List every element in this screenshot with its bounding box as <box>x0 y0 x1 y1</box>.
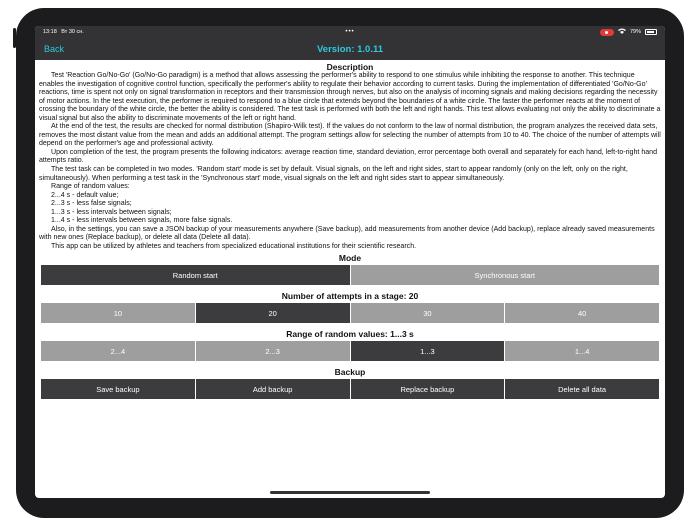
attempts-option-30[interactable]: 30 <box>351 303 505 323</box>
range-option-2-3[interactable]: 2...3 <box>196 341 350 361</box>
screen-record-icon <box>600 29 614 36</box>
desc-paragraph: Test 'Reaction Go/No-Go' (Go/No-Go paradigm) is a method that allows assessing the performer's ability to respond to one stimulus while inhibiting the response to another. This technique enables the investigation of cognitive control function, specifically the performer's ability to regulate their behavior according to current tasks. During the implementation of differentiated 'Go/No-Go' reactions, time is spent not only on signal transformation in receptors and their transmission through nerves, but also on the analysis of incoming signals and making decisions regarding the necessity of motor actions. In the test execution, the performer is required to respond to a blue circle that extends beyond the boundaries of a white circle. The faster the performer reacts at the moment of crossing the boundary of the white circle, the better the ability is considered. The test task is performed with both the left and right hands. This test allows evaluating not only the ability to discriminate a visual signal but also the ability to discriminate movements of the left or right hand. <box>39 72 661 122</box>
mode-selector <box>41 265 659 285</box>
mode-random-start[interactable]: Random start <box>41 265 350 285</box>
backup-actions <box>41 379 659 399</box>
desc-paragraph: At the end of the test, the results are checked for normal distribution (Shapiro-Wilk test). If the values do not conform to the law of normal distribution, the program analyzes the received data sets, removes the most distant value from the mean and adds an additional attempt. The program settings allow for selecting the number of attempts from 10 to 40. The choice of the number of attempts will depend on the performer's age and professional activity. <box>39 123 661 148</box>
page-title: Version: 1.0.11 <box>316 43 384 55</box>
attempts-option-40[interactable]: 40 <box>505 303 659 323</box>
app-screen <box>35 26 665 498</box>
back-button[interactable]: Back <box>44 44 65 54</box>
battery-icon <box>645 29 657 35</box>
attempts-option-20[interactable]: 20 <box>196 303 350 323</box>
mode-heading: Mode <box>338 253 362 264</box>
desc-paragraph: This app can be utilized by athletes and teachers from specialized educational institutions for their scientific research. <box>51 242 417 250</box>
range-option-1-4[interactable]: 1...4 <box>505 341 659 361</box>
desc-paragraph: 2...3 s - less false signals; <box>51 200 132 208</box>
attempts-selector <box>41 303 659 323</box>
range-option-1-3[interactable]: 1...3 <box>351 341 505 361</box>
status-bar <box>35 26 665 38</box>
range-selector <box>41 341 659 361</box>
desc-paragraph: Upon completion of the test, the program presents the following indicators: average reaction time, standard deviation, error percentage both overall and separately for each hand, left-to-right hand attempts ratio. <box>39 148 657 165</box>
range-option-2-4[interactable]: 2...4 <box>41 341 195 361</box>
multitask-dots[interactable]: ••• <box>345 29 355 35</box>
range-heading: Range of random values: 1...3 s <box>286 329 414 340</box>
desc-paragraph: 2...4 s - default value; <box>51 191 119 199</box>
desc-paragraph: Also, in the settings, you can save a JSON backup of your measurements anywhere (Save backup), add measurements from another device (Add backup), replace already saved measurements with new ones (Replace backup), or delete all data (Delete all data). <box>39 225 655 242</box>
description-text <box>39 72 661 251</box>
nav-bar <box>35 38 665 60</box>
status-date: Вт 30 сн. <box>61 29 84 35</box>
desc-paragraph: 1...4 s - less intervals between signals, more false signals. <box>51 217 233 225</box>
settings-content <box>35 62 665 399</box>
desc-paragraph: Range of random values: <box>51 183 130 191</box>
description-heading: Description <box>326 62 374 72</box>
save-backup-button[interactable]: Save backup <box>41 379 195 399</box>
mode-synchronous-start[interactable]: Synchronous start <box>351 265 660 285</box>
replace-backup-button[interactable]: Replace backup <box>351 379 505 399</box>
desc-paragraph: The test task can be completed in two modes. 'Random start' mode is set by default. Visual signals, on the left and right sides, start to appear randomly (only on the left, only on the right, simultaneously). When performing a test task in the 'Synchronous start' mode, visual signals on the left and right sides start to appear simultaneously. <box>39 166 628 182</box>
attempts-option-10[interactable]: 10 <box>41 303 195 323</box>
battery-percent: 79% <box>629 29 641 35</box>
delete-all-data-button[interactable]: Delete all data <box>505 379 659 399</box>
add-backup-button[interactable]: Add backup <box>196 379 350 399</box>
desc-paragraph: 1...3 s - less intervals between signals; <box>51 208 172 216</box>
side-button <box>13 28 16 48</box>
status-time: 13:18 <box>43 29 57 35</box>
wifi-icon <box>618 28 626 36</box>
home-indicator[interactable] <box>270 491 430 494</box>
backup-heading: Backup <box>334 367 366 378</box>
attempts-heading: Number of attempts in a stage: 20 <box>281 291 419 302</box>
